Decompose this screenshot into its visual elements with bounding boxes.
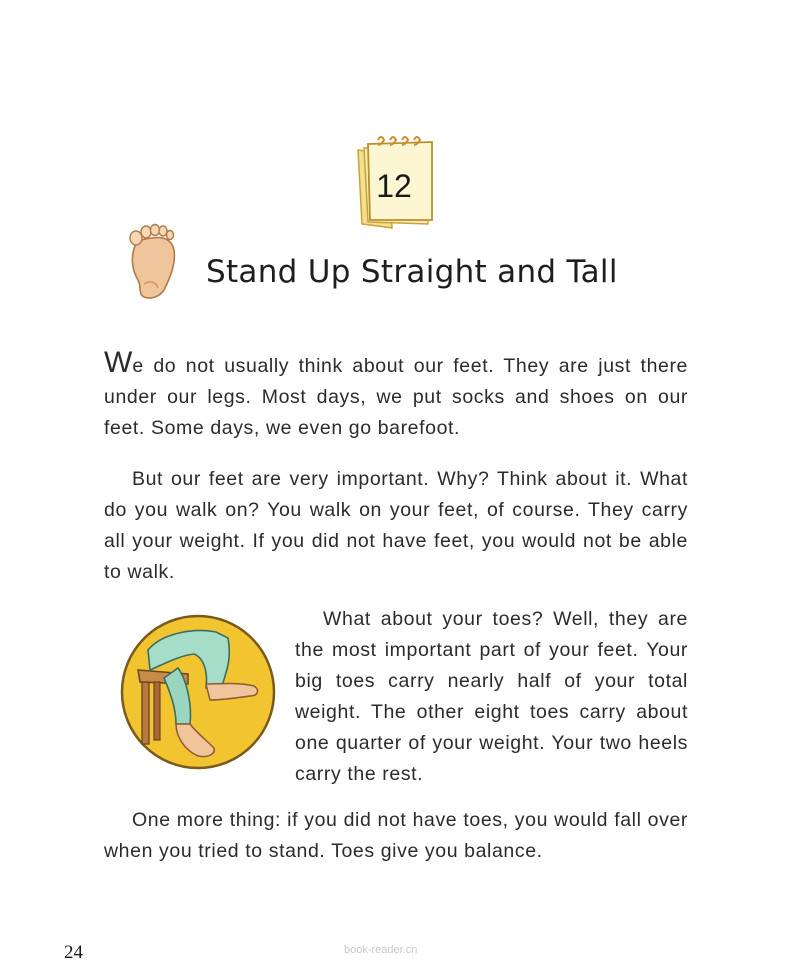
- watermark: book-reader.cn: [344, 944, 418, 956]
- foot-icon: [122, 222, 184, 300]
- drop-letter: W: [104, 346, 133, 379]
- page-number: 24: [64, 942, 83, 963]
- feet-illustration: [118, 612, 278, 772]
- paragraph-1-text: e do not usually think about our feet. They are just there under our legs. Most days, we put socks and shoes on our feet. Some days, we even go barefoot.: [104, 355, 688, 439]
- paragraph-2: But our feet are very important. Why? Think about it. What do you walk on? You walk on your feet, of course. They carry all your weight. If you did not have feet, you would not be able to walk.: [104, 468, 688, 583]
- chapter-title: Stand Up Straight and Tall: [206, 254, 618, 290]
- paragraph-1: [104, 346, 688, 444]
- paragraph-4: One more thing: if you did not have toes, you would fall over when you tried to stand. Toes give you balance.: [104, 809, 688, 862]
- paragraph-3: What about your toes? Well, they are the most important part of your feet. Your big toes carry nearly half of your total weight. The other eight toes carry about one quarter of your weight. Your two heels carry the rest.: [295, 608, 688, 785]
- chapter-number: 12: [376, 168, 412, 204]
- calendar-icon: [348, 132, 438, 232]
